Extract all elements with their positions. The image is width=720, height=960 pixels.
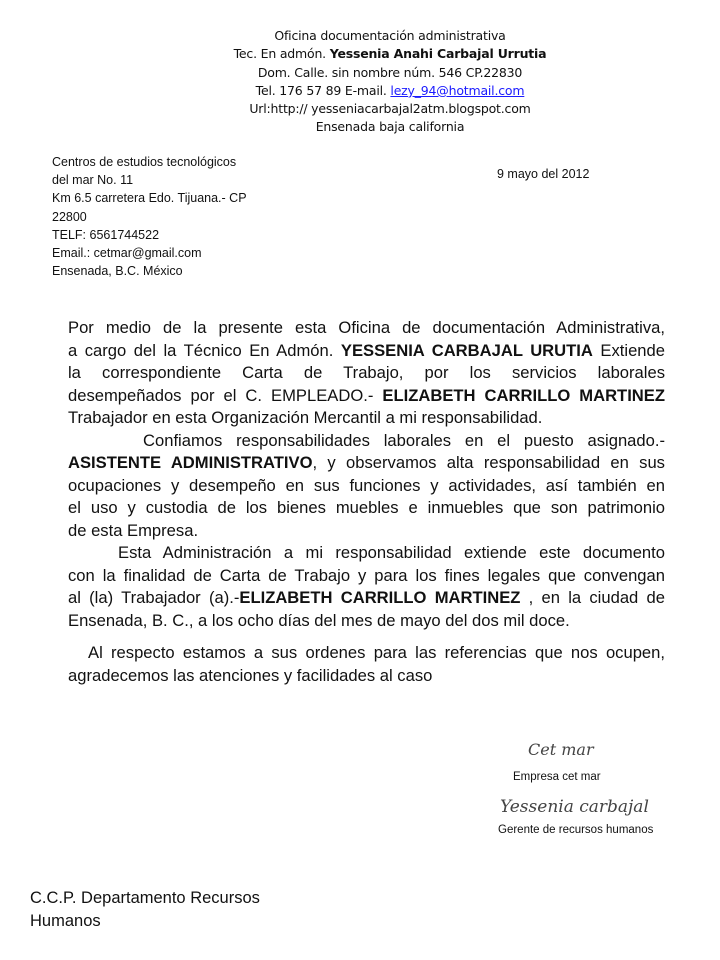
manager-label: Gerente de recursos humanos: [498, 824, 654, 836]
contact-line: [190, 82, 590, 100]
body-text: Esta Administración a mi responsabilidad extiende este documento: [118, 543, 665, 562]
bold-text: YESSENIA CARBAJAL URUTIA: [340, 340, 593, 360]
body-line: [68, 317, 665, 340]
recipient-line: TELF: 6561744522: [52, 227, 160, 242]
body-text: Al respecto estamos a sus ordenes para las referencias que nos ocupen,: [88, 643, 665, 662]
body-line: [68, 642, 665, 665]
technician-line: [190, 45, 590, 63]
body-text: la correspondiente Carta de Trabajo, por los servicios laborales: [68, 363, 665, 382]
carbon-copy: [30, 887, 260, 933]
paragraph-gap: [68, 632, 665, 642]
body-text: Confiamos responsabilidades laborales en el puesto asignado.-: [143, 430, 665, 450]
body-line: [68, 407, 665, 430]
body-text: el uso y custodia de los bienes muebles e inmuebles que son patrimonio: [68, 498, 665, 517]
manager-signature: Yessenia carbajal: [500, 797, 649, 817]
body-line: [68, 475, 665, 498]
body-text: , en la ciudad de: [520, 588, 665, 607]
technician-prefix: Tec. En admón.: [233, 46, 330, 62]
body-line: [68, 497, 665, 520]
body-text: ocupaciones y desempeño en sus funciones y actividades, así también en: [68, 475, 665, 495]
recipient-line: Email.: cetmar@gmail.com: [52, 246, 202, 261]
body-line: [68, 362, 665, 385]
body-text: Por medio de la presente esta Oficina de documentación Administrativa,: [68, 318, 665, 337]
body-text: , y observamos alta responsabilidad en sus: [312, 453, 665, 472]
recipient-line: 22800: [52, 209, 87, 224]
body-text: desempeñados por el C. EMPLEADO.-: [68, 385, 383, 405]
body-text: de esta Empresa.: [68, 520, 199, 540]
bold-text: ELIZABETH CARRILLO MARTINEZ: [382, 385, 665, 405]
ccp-line: C.C.P. Departamento Recursos: [30, 889, 260, 907]
body-line: [68, 430, 665, 453]
body-text: Extiende: [592, 340, 665, 360]
ccp-line: Humanos: [30, 912, 101, 930]
body-line: [68, 542, 665, 565]
technician-name: Yessenia Anahi Carbajal Urrutia: [329, 46, 547, 62]
company-label: Empresa cet mar: [513, 771, 601, 783]
body-line: [68, 665, 665, 688]
body-text: con la finalidad de Carta de Trabajo y para los fines legales que convengan: [68, 565, 665, 585]
bold-text: ASISTENTE ADMINISTRATIVO: [68, 453, 313, 472]
body-line: [68, 385, 665, 408]
recipient-line: Ensenada, B.C. México: [52, 264, 183, 279]
body-line: [68, 452, 665, 475]
letter-date: 9 mayo del 2012: [497, 167, 590, 181]
letter-body: [68, 317, 665, 687]
recipient-line: Centros de estudios tecnológicos: [52, 155, 237, 169]
company-signature: Cet mar: [528, 740, 594, 759]
recipient-address: [52, 153, 247, 280]
body-text: Trabajador en esta Organización Mercantil a mi responsabilidad.: [68, 408, 543, 427]
body-line: [68, 587, 665, 610]
body-text: a cargo del la Técnico En Admón.: [68, 340, 341, 360]
body-line: [68, 520, 665, 543]
office-name: Oficina documentación administrativa: [274, 28, 506, 43]
body-line: [68, 565, 665, 588]
blog-url: Url:http:// yesseniacarbajal2atm.blogspot.com: [249, 101, 531, 117]
bold-text: ELIZABETH CARRILLO MARTINEZ: [239, 588, 521, 607]
body-line: [68, 340, 665, 363]
office-city: Ensenada baja california: [315, 119, 465, 135]
recipient-line: Km 6.5 carretera Edo. Tijuana.- CP: [52, 191, 247, 206]
phone: Tel. 176 57 89 E-mail.: [255, 82, 391, 98]
letterhead: [190, 27, 590, 137]
email-link[interactable]: lezy_94@hotmail.com: [390, 82, 525, 98]
body-line: [68, 610, 665, 633]
body-text: agradecemos las atenciones y facilidades al caso: [68, 665, 433, 685]
body-text: al (la) Trabajador (a).-: [68, 588, 240, 607]
body-text: Ensenada, B. C., a los ocho días del mes de mayo del dos mil doce.: [68, 610, 570, 630]
office-address: Dom. Calle. sin nombre núm. 546 CP.22830: [257, 64, 523, 80]
recipient-line: del mar No. 11: [52, 173, 134, 188]
